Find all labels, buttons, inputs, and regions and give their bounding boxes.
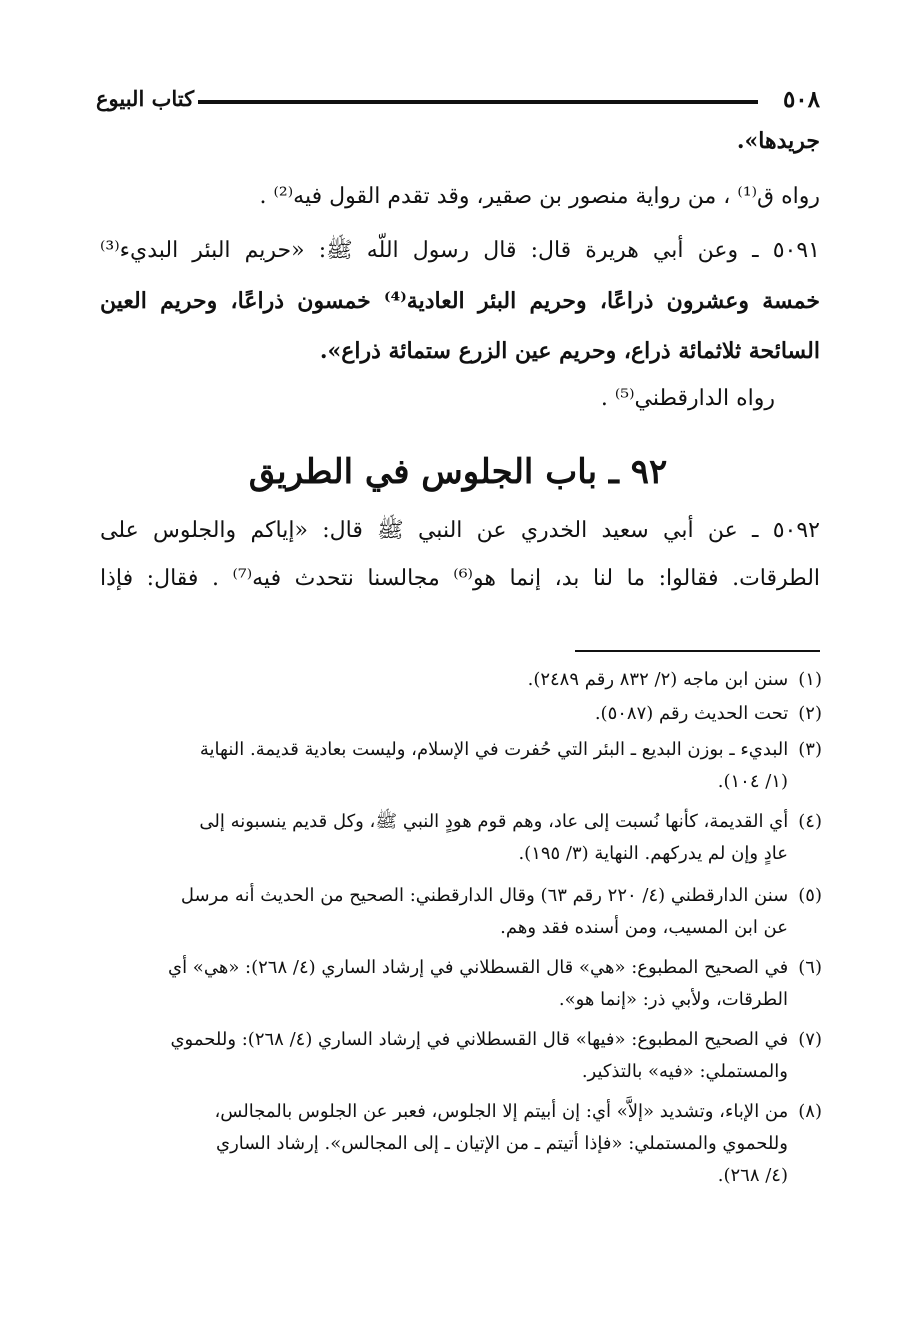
- footnote-label: (٨): [798, 1101, 822, 1122]
- footnote-label: (١): [798, 669, 822, 690]
- footnote-label: (٢): [798, 703, 822, 724]
- footnote-text: من الإباء، وتشديد «إلاَّ» أي: إن أبيتم إلا الجلوس، فعبر عن الجلوس بالمجالس،: [214, 1101, 789, 1122]
- footnote-continuation: والمستملي: «فيه» بالتذكير.: [581, 1061, 788, 1082]
- hadith-5092-line-1: ٥٠٩٢ ـ عن أبي سعيد الخدري عن النبي ﷺ قال: «إياكم والجلوس على: [100, 518, 820, 543]
- footnote-3: [100, 734, 822, 798]
- footnote-continuation-2: (٤/ ٢٦٨).: [717, 1165, 788, 1186]
- footnote-label: (٤): [798, 811, 822, 832]
- chapter-title: ٩٢ ـ باب الجلوس في الطريق: [248, 452, 668, 492]
- body-line-2: رواه ق⁽¹⁾ ، من رواية منصور بن صقير، وقد تقدم القول فيه⁽²⁾ .: [259, 184, 820, 209]
- header-rule: [198, 100, 758, 104]
- footnote-continuation: الطرقات، ولأبي ذر: «إنما هو».: [558, 989, 788, 1010]
- footnote-text: أي القديمة، كأنها نُسبت إلى عاد، وهم قوم هودٍ النبي ﷺ، وكل قديم ينسبونه إلى: [199, 811, 789, 832]
- footnote-label: (٧): [798, 1029, 822, 1050]
- hadith-5092-line-2: الطرقات. فقالوا: ما لنا بد، إنما هو⁽⁶⁾ مجالسنا نتحدث فيه⁽⁷⁾ . فقال: فإذا: [100, 566, 821, 591]
- hadith-5091-line-1: ٥٠٩١ ـ وعن أبي هريرة قال: قال رسول اللّه ﷺ: «حريم البئر البديء⁽³⁾: [100, 238, 820, 263]
- footnote-text: تحت الحديث رقم (٥٠٨٧).: [594, 703, 789, 724]
- footnote-1: [100, 664, 822, 696]
- footnote-5: [100, 880, 822, 944]
- footnote-7: [100, 1024, 822, 1088]
- footnote-text: في الصحيح المطبوع: «هي» قال القسطلاني في إرشاد الساري (٤/ ٢٦٨): «هي» أي: [168, 957, 789, 978]
- running-header: [96, 86, 820, 120]
- hadith-5091-source: رواه الدارقطني⁽⁵⁾ .: [600, 386, 775, 411]
- footnote-4: [100, 806, 822, 870]
- hadith-5091-line-2: خمسة وعشرون ذراعًا، وحريم البئر العادية⁽⁴⁾ خمسون ذراعًا، وحريم العين: [100, 288, 820, 314]
- footnote-8: [100, 1096, 822, 1192]
- footnote-text: سنن الدارقطني (٤/ ٢٢٠ رقم ٦٣) وقال الدارقطني: الصحيح من الحديث أنه مرسل: [180, 885, 789, 906]
- footnote-continuation: عن ابن المسيب، ومن أسنده فقد وهم.: [500, 917, 788, 938]
- footnote-text: البديء ـ بوزن البديع ـ البئر التي حُفرت في الإسلام، وليست بعادية قديمة. النهاية: [199, 739, 789, 760]
- footnote-label: (٦): [798, 957, 822, 978]
- footnote-continuation: وللحموي والمستملي: «فإذا أتيتم ـ من الإتيان ـ إلى المجالس». إرشاد الساري: [215, 1133, 788, 1154]
- page-number: ٥٠٨: [782, 86, 820, 113]
- footnote-label: (٣): [798, 739, 822, 760]
- body-line-1: جريدها».: [736, 128, 820, 154]
- footnote-continuation: عادٍ وإن لم يدركهم. النهاية (٣/ ١٩٥).: [518, 843, 788, 864]
- hadith-5091-line-3: السائحة ثلاثمائة ذراع، وحريم عين الزرع ستمائة ذراع».: [319, 338, 820, 364]
- book-title: كتاب البيوع: [96, 86, 195, 111]
- footnote-text: في الصحيح المطبوع: «فيها» قال القسطلاني في إرشاد الساري (٤/ ٢٦٨): وللحموي: [170, 1029, 789, 1050]
- footnote-2: [100, 698, 822, 730]
- footnote-separator: [575, 650, 820, 652]
- footnote-continuation: (١/ ١٠٤).: [717, 771, 788, 792]
- footnote-label: (٥): [798, 885, 822, 906]
- footnote-text: سنن ابن ماجه (٢/ ٨٣٢ رقم ٢٤٨٩).: [527, 669, 789, 690]
- footnote-6: [100, 952, 822, 1016]
